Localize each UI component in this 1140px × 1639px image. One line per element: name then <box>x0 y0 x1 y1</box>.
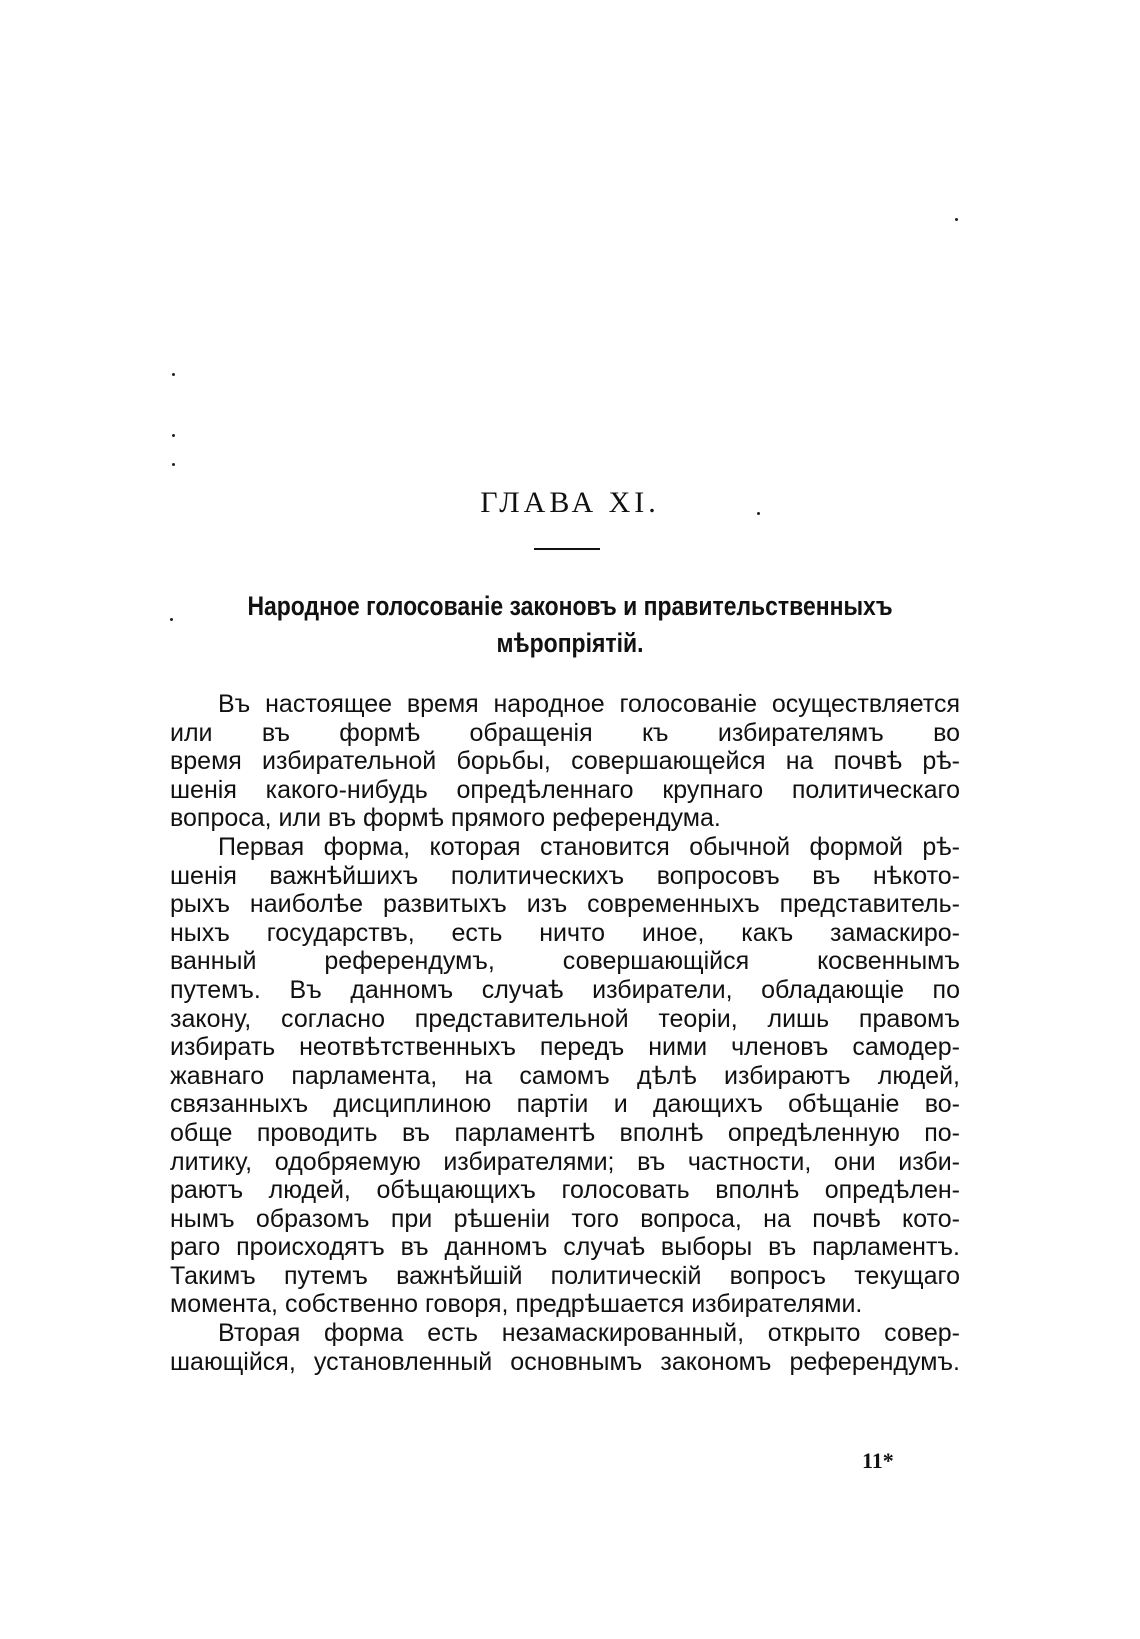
paragraph-2 <box>170 833 960 1319</box>
text-line: раго происходятъ въ данномъ случаѣ выборы въ парламентъ. <box>170 1233 960 1262</box>
text-line: нымъ образомъ при рѣшеніи того вопроса, на почвѣ кото- <box>170 1204 960 1233</box>
page-number: 11* <box>862 1448 894 1473</box>
chapter-title-line: мѣропріятій. <box>496 628 644 658</box>
text-line: раютъ людей, обѣщающихъ голосовать вполнѣ опредѣлен- <box>170 1176 960 1205</box>
text-line: избирать неотвѣтственныхъ передъ ними членовъ самодер- <box>170 1033 960 1062</box>
text-line: Такимъ путемъ важнѣйшій политическій вопросъ текущаго <box>170 1261 960 1290</box>
heading-divider <box>534 548 600 550</box>
scan-speck <box>172 463 175 466</box>
text-line: шающійся, установленный основнымъ закономъ референдумъ. <box>170 1347 960 1376</box>
scan-speck <box>170 618 173 621</box>
scan-speck <box>172 434 175 437</box>
chapter-heading: ГЛАВА XI. <box>480 486 660 519</box>
text-line: рыхъ наиболѣе развитыхъ изъ современныхъ представитель- <box>170 890 960 919</box>
body-text <box>170 690 960 1376</box>
chapter-title <box>230 588 910 662</box>
text-line: шенія какого-нибудь опредѣленнаго крупнаго политическаго <box>170 775 960 804</box>
text-line: ныхъ государствъ, есть ничто иное, какъ замаскиро- <box>170 918 960 947</box>
chapter-title-line: Народное голосованіе законовъ и правительственныхъ <box>247 591 893 621</box>
text-line: обще проводить въ парламентѣ вполнѣ опредѣленную по- <box>170 1118 960 1147</box>
text-line: момента, собственно говоря, предрѣшается избирателями. <box>170 1290 863 1319</box>
text-line: путемъ. Въ данномъ случаѣ избиратели, обладающіе по <box>170 975 960 1004</box>
text-line: литику, одобряемую избирателями; въ частности, они изби- <box>170 1147 960 1176</box>
text-line: шенія важнѣйшихъ политическихъ вопросовъ въ нѣкото- <box>170 861 960 890</box>
text-line: закону, согласно представительной теоріи, лишь правомъ <box>170 1004 960 1033</box>
text-line: ванный референдумъ, совершающійся косвеннымъ <box>170 947 960 976</box>
scan-speck <box>955 218 958 221</box>
scan-speck <box>172 373 175 376</box>
text-line: время избирательной борьбы, совершающейся на почвѣ рѣ- <box>170 747 960 776</box>
text-line: или въ формѣ обращенія къ избирателямъ во <box>170 718 960 747</box>
text-line: вопроса, или въ формѣ прямого референдума. <box>170 804 721 833</box>
text-line: Вторая форма есть незамаскированный, открыто совер- <box>218 1319 960 1348</box>
scan-speck <box>757 512 760 515</box>
paragraph-1 <box>170 690 960 833</box>
text-line: Въ настоящее время народное голосованіе осуществляется <box>218 690 960 718</box>
paragraph-3 <box>170 1319 960 1376</box>
text-line: связанныхъ дисциплиною партіи и дающихъ обѣщаніе во- <box>170 1090 960 1119</box>
text-line: Первая форма, которая становится обычной формой рѣ- <box>218 832 960 861</box>
text-line: жавнаго парламента, на самомъ дѣлѣ избираютъ людей, <box>170 1061 960 1090</box>
